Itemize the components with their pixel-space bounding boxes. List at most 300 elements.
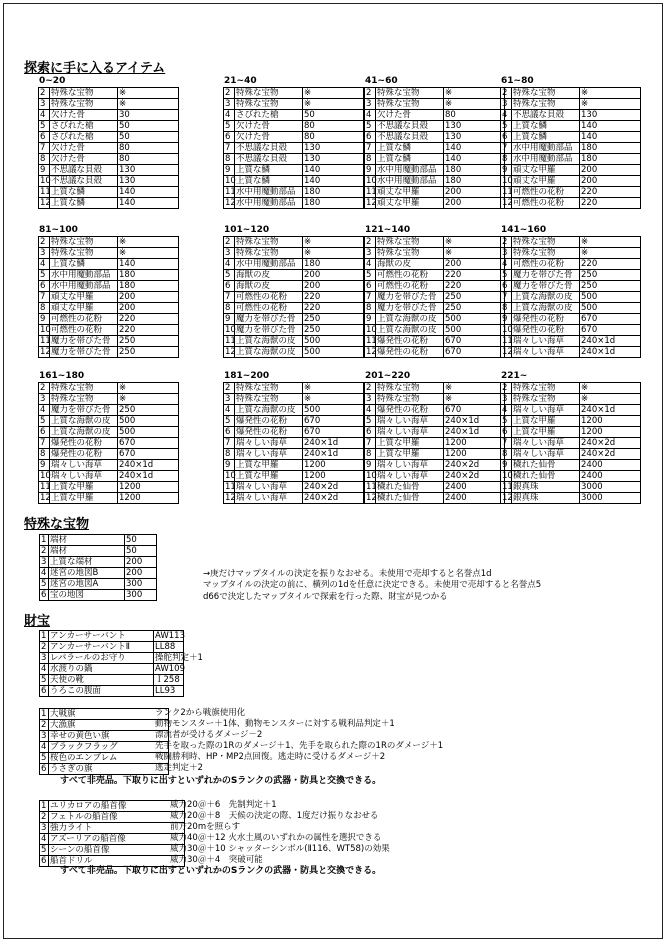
price-cell: 240×2d [580, 438, 641, 449]
table-row [365, 449, 505, 460]
special-note-2: マップタイルの決定の前に、横列の1dを任意に決定できる。未使用で売却すると名誉点5 [203, 580, 542, 590]
price-cell: 2400 [580, 460, 641, 471]
table-row [365, 460, 505, 471]
roll-cell: 6 [365, 132, 376, 143]
table-row [365, 347, 505, 358]
roll-cell: 11 [225, 481, 236, 492]
item-cell: 水中用魔動部品 [235, 259, 303, 270]
roll-cell: 6 [501, 427, 512, 438]
price-cell: 220 [303, 292, 364, 303]
price-cell: 670 [118, 449, 179, 460]
price-cell: 500 [580, 303, 641, 314]
price-cell: 140 [580, 132, 641, 143]
price-cell: 200 [118, 292, 179, 303]
price-cell: 220 [580, 198, 641, 209]
roll-cell: 7 [224, 438, 235, 449]
price-cell: 3000 [580, 493, 641, 504]
roll-cell: 2 [40, 546, 49, 557]
roll-cell: 2 [224, 383, 235, 394]
roll-cell: 3 [365, 394, 376, 405]
item-cell: 宝の地図 [49, 590, 125, 601]
item-cell: さびれた槍 [235, 110, 303, 121]
value-cell: 200 [125, 568, 157, 579]
item-cell: 瑞々しい海草 [512, 347, 580, 358]
table-row [365, 88, 505, 99]
item-cell: 上質な鱗 [512, 132, 580, 143]
table-row [501, 336, 641, 347]
item-cell: 水渡りの鍋 [49, 664, 154, 675]
table-row [365, 292, 505, 303]
price-cell: 140 [444, 154, 505, 165]
table-row [224, 143, 364, 154]
table-row [40, 856, 185, 867]
price-cell: ※ [444, 383, 505, 394]
item-cell: 特殊な宝物 [50, 99, 118, 110]
roll-cell: 4 [224, 259, 235, 270]
table-row [39, 165, 179, 176]
price-cell: 3000 [580, 482, 641, 493]
roll-cell: 3 [365, 248, 376, 259]
section-title-exploration: 探索に手に入るアイテム [24, 61, 166, 76]
item-cell: 瑞々しい海草 [235, 438, 303, 449]
roll-cell: 7 [365, 292, 376, 303]
table-row [39, 281, 179, 292]
table-row [501, 394, 641, 405]
item-cell: 魔力を帯びた骨 [512, 270, 580, 281]
roll-cell: 8 [501, 154, 512, 165]
roll-cell: 12 [502, 197, 513, 208]
table-row [224, 482, 364, 493]
item-cell: 魔力を帯びた骨 [376, 303, 444, 314]
roll-cell: 3 [39, 394, 50, 405]
range-label: 101~120 [224, 225, 270, 235]
roll-cell: 7 [501, 438, 512, 449]
roll-cell: 11 [366, 335, 377, 346]
item-cell: 上質な海獣の皮 [376, 314, 444, 325]
roll-cell: 9 [224, 460, 235, 471]
table-row [224, 493, 364, 504]
item-cell: ユリカロアの船首像 [49, 801, 185, 812]
item-cell: 欠けた骨 [235, 121, 303, 132]
item-cell: 上質な鱗 [50, 259, 118, 270]
item-cell: アズーリアの船首像 [49, 834, 185, 845]
item-cell: 上質な海獣の皮 [235, 336, 303, 347]
table-row [224, 292, 364, 303]
item-cell: うろこの腹面 [49, 686, 154, 697]
roll-cell: 2 [501, 383, 512, 394]
roll-cell: 12 [40, 492, 51, 503]
roll-cell: 6 [501, 281, 512, 292]
item-cell: 特殊な宝物 [50, 248, 118, 259]
roll-cell: 1 [40, 801, 49, 812]
table-row [39, 449, 179, 460]
table-row [39, 427, 179, 438]
item-cell: 可燃性の花粉 [512, 198, 580, 209]
price-cell: 240×1d [580, 405, 641, 416]
table-row [224, 198, 364, 209]
item-cell: 欠けた骨 [50, 143, 118, 154]
price-cell: 180 [444, 176, 505, 187]
table-row [501, 237, 641, 248]
roll-cell: 5 [224, 270, 235, 281]
price-cell: 180 [303, 259, 364, 270]
table-row [40, 764, 169, 775]
table-row [501, 303, 641, 314]
item-cell: 上質な甲羅 [512, 416, 580, 427]
price-cell: ※ [580, 394, 641, 405]
roll-cell: 9 [501, 165, 512, 176]
item-cell: 水中用魔動部品 [512, 154, 580, 165]
item-cell: 爆発性の花粉 [376, 336, 444, 347]
price-cell: 180 [303, 198, 364, 209]
item-cell: 上質な鱗 [235, 165, 303, 176]
roll-cell: 10 [40, 324, 51, 335]
item-cell: 瑞々しい海草 [512, 336, 580, 347]
table-row [365, 394, 505, 405]
price-cell: 2400 [580, 471, 641, 482]
table-row [501, 471, 641, 482]
price-cell: 140 [580, 121, 641, 132]
price-cell: 240×1d [303, 449, 364, 460]
roll-cell: 10 [502, 470, 513, 481]
price-cell: 500 [118, 427, 179, 438]
table-row [365, 110, 505, 121]
roll-cell: 6 [39, 132, 50, 143]
roll-cell: 3 [40, 557, 49, 568]
price-cell: 1200 [580, 416, 641, 427]
exploration-table [38, 382, 179, 504]
item-cell: 特殊な宝物 [50, 237, 118, 248]
section-title-special: 特殊な宝物 [24, 517, 90, 532]
table-row [224, 449, 364, 460]
item-cell: 可燃性の花粉 [235, 292, 303, 303]
price-cell: 670 [303, 416, 364, 427]
table-row [40, 720, 169, 731]
item-cell: 特殊な宝物 [235, 99, 303, 110]
roll-cell: 12 [40, 346, 51, 357]
price-cell: ※ [118, 88, 179, 99]
roll-cell: 11 [366, 481, 377, 492]
table-row [40, 686, 184, 697]
table-row [365, 336, 505, 347]
table-row [39, 482, 179, 493]
roll-cell: 3 [224, 394, 235, 405]
item-cell: 瑞々しい海草 [235, 449, 303, 460]
effect-text: 威力40＠＋12 火水土風のいずれかの属性を選択できる [170, 833, 382, 843]
roll-cell: 6 [39, 427, 50, 438]
price-cell: 130 [118, 176, 179, 187]
range-label: 141~160 [501, 225, 547, 235]
table-row [365, 427, 505, 438]
table-row [39, 303, 179, 314]
price-cell: 670 [444, 336, 505, 347]
roll-cell: 9 [501, 314, 512, 325]
table-row [39, 198, 179, 209]
item-cell: 上質な鱗 [50, 187, 118, 198]
roll-cell: 3 [40, 731, 49, 742]
price-cell: 80 [118, 143, 179, 154]
table-row [39, 237, 179, 248]
price-cell: 130 [303, 154, 364, 165]
item-cell: さびれた槍 [50, 121, 118, 132]
table-row [40, 753, 169, 764]
item-cell: 上質な鱗 [376, 143, 444, 154]
table-row [224, 187, 364, 198]
price-cell: 200 [580, 165, 641, 176]
table-row [501, 110, 641, 121]
roll-cell: 10 [225, 175, 236, 186]
roll-cell: 4 [365, 259, 376, 270]
price-cell: 500 [444, 314, 505, 325]
price-cell: 80 [303, 132, 364, 143]
item-cell: 水中用魔動部品 [512, 143, 580, 154]
roll-cell: 12 [366, 492, 377, 503]
exploration-table [364, 236, 505, 358]
roll-cell: 12 [225, 346, 236, 357]
roll-cell: 5 [501, 416, 512, 427]
price-cell: 140 [118, 198, 179, 209]
price-cell: 30 [118, 110, 179, 121]
item-cell: 瑞々しい海草 [376, 471, 444, 482]
special-note-3: d66で決定したマップタイルで探索を行った際、財宝が見つかる [203, 592, 448, 602]
item-cell: 穢れた仙骨 [376, 482, 444, 493]
roll-cell: 5 [40, 675, 49, 686]
item-cell: 特殊な宝物 [50, 394, 118, 405]
roll-cell: 6 [40, 590, 49, 601]
table-row [40, 812, 185, 823]
item-cell: 迷宮の地図B [49, 568, 125, 579]
item-cell: 可燃性の花粉 [512, 187, 580, 198]
item-cell: 水中用魔動部品 [235, 198, 303, 209]
price-cell: 670 [444, 347, 505, 358]
effect-text: 威力30＠＋4 突破可能 [170, 855, 263, 865]
price-cell: ※ [118, 237, 179, 248]
roll-cell: 6 [39, 281, 50, 292]
table-row [39, 121, 179, 132]
table-row [224, 99, 364, 110]
treasure-table-3 [39, 800, 185, 867]
table-row [39, 394, 179, 405]
price-cell: 180 [303, 187, 364, 198]
table-row [39, 187, 179, 198]
price-cell: ※ [303, 394, 364, 405]
item-cell: 特殊な宝物 [376, 383, 444, 394]
price-cell: 240×2d [303, 482, 364, 493]
range-label: 61~80 [501, 76, 534, 86]
roll-cell: 7 [501, 143, 512, 154]
roll-cell: 10 [40, 175, 51, 186]
item-cell: 特殊な宝物 [376, 248, 444, 259]
price-cell: 140 [118, 187, 179, 198]
exploration-table [223, 236, 364, 358]
item-cell: 魔力を帯びた骨 [50, 405, 118, 416]
item-cell: 上質な甲羅 [50, 482, 118, 493]
item-cell: 端材 [49, 546, 125, 557]
item-cell: 水中用魔動部品 [50, 270, 118, 281]
table-row [365, 143, 505, 154]
roll-cell: 6 [365, 281, 376, 292]
table-row [365, 416, 505, 427]
table-row [39, 493, 179, 504]
price-cell: 50 [118, 121, 179, 132]
roll-cell: 9 [365, 165, 376, 176]
price-cell: 500 [580, 292, 641, 303]
price-cell: 240×2d [303, 493, 364, 504]
exploration-table [364, 87, 505, 209]
price-cell: ※ [118, 248, 179, 259]
item-cell: 爆発性の花粉 [235, 416, 303, 427]
item-cell: 特殊な宝物 [512, 88, 580, 99]
roll-cell: 6 [501, 132, 512, 143]
roll-cell: 8 [224, 449, 235, 460]
item-cell: 可燃性の花粉 [376, 270, 444, 281]
table-row [224, 405, 364, 416]
price-cell: 200 [444, 187, 505, 198]
item-cell: 頑丈な甲羅 [50, 292, 118, 303]
item-cell: 不思議な貝殻 [376, 132, 444, 143]
price-cell: 250 [444, 303, 505, 314]
price-cell: 250 [580, 270, 641, 281]
roll-cell: 3 [40, 653, 49, 664]
roll-cell: 3 [224, 248, 235, 259]
price-cell: 670 [118, 438, 179, 449]
table-row [365, 165, 505, 176]
roll-cell: 4 [224, 110, 235, 121]
item-cell: 不思議な貝殻 [512, 110, 580, 121]
roll-cell: 7 [365, 438, 376, 449]
price-cell: 250 [303, 314, 364, 325]
item-cell: 大漁旗 [49, 720, 169, 731]
effect-text: 逃走判定＋2 [155, 763, 203, 773]
item-cell: 魔力を帯びた骨 [50, 336, 118, 347]
table-row [501, 314, 641, 325]
table-row [224, 303, 364, 314]
item-cell: 瑞々しい海草 [376, 460, 444, 471]
table-row [501, 154, 641, 165]
table-row [40, 579, 157, 590]
table-row [39, 416, 179, 427]
roll-cell: 9 [365, 460, 376, 471]
table-row [501, 259, 641, 270]
table-row [501, 99, 641, 110]
table-row [40, 557, 157, 568]
item-cell: 爆発性の花粉 [512, 314, 580, 325]
item-cell: 特殊な宝物 [512, 237, 580, 248]
table-row [224, 176, 364, 187]
roll-cell: 6 [224, 281, 235, 292]
roll-cell: 11 [366, 186, 377, 197]
item-cell: 上質な甲羅 [376, 438, 444, 449]
treasure-table-2 [39, 708, 169, 775]
price-cell: ※ [303, 237, 364, 248]
table-row [224, 438, 364, 449]
item-cell: 瑞々しい海草 [512, 449, 580, 460]
table-row [224, 270, 364, 281]
price-cell: 80 [444, 110, 505, 121]
roll-cell: 5 [365, 121, 376, 132]
price-cell: 200 [118, 303, 179, 314]
value-cell: 200 [125, 557, 157, 568]
table-row [365, 438, 505, 449]
price-cell: ※ [444, 237, 505, 248]
table-row [365, 270, 505, 281]
treasure-note-1: すべて非売品。下取りに出すといずれかのSランクの武器・防具と交換できる。 [60, 776, 382, 786]
item-cell: 欠けた骨 [376, 110, 444, 121]
item-cell: 上質な海獣の皮 [512, 303, 580, 314]
price-cell: 670 [303, 427, 364, 438]
roll-cell: 10 [366, 470, 377, 481]
item-cell: 可燃性の花粉 [376, 281, 444, 292]
item-cell: 不思議な貝殻 [235, 143, 303, 154]
price-cell: 200 [444, 198, 505, 209]
item-cell: フェトルの船首像 [49, 812, 185, 823]
range-label: 221~ [501, 371, 528, 381]
table-row [501, 132, 641, 143]
item-cell: 特殊な宝物 [235, 248, 303, 259]
item-cell: 特殊な宝物 [50, 383, 118, 394]
effect-text: 威力30＠＋10 シャッターシンボル(Ⅱ116、WT58)の効果 [170, 844, 390, 854]
roll-cell: 1 [40, 535, 49, 546]
roll-cell: 8 [224, 303, 235, 314]
item-cell: 水中用魔動部品 [235, 187, 303, 198]
roll-cell: 2 [501, 237, 512, 248]
effect-text: 威力20＠＋6 先制判定＋1 [170, 800, 277, 810]
price-cell: 250 [580, 281, 641, 292]
roll-cell: 4 [39, 259, 50, 270]
table-row [365, 471, 505, 482]
roll-cell: 10 [366, 324, 377, 335]
item-cell: 特殊な宝物 [512, 383, 580, 394]
roll-cell: 5 [39, 121, 50, 132]
table-row [501, 248, 641, 259]
item-cell: 特殊な宝物 [512, 248, 580, 259]
price-cell: ※ [444, 248, 505, 259]
table-row [40, 590, 157, 601]
price-cell: 240×1d [444, 416, 505, 427]
price-cell: 130 [118, 165, 179, 176]
effect-text: 威力20＠＋8 天候の決定の際、1度だけ振りなおせる [170, 811, 379, 821]
roll-cell: 8 [224, 154, 235, 165]
table-row [39, 325, 179, 336]
price-cell: ※ [580, 383, 641, 394]
table-row [501, 165, 641, 176]
effect-text: 先手を取った際の1Rのダメージ＋1、先手を取られた際の1Rのダメージ＋1 [155, 741, 444, 751]
item-cell: 瑞々しい海草 [376, 416, 444, 427]
table-row [224, 281, 364, 292]
table-row [39, 405, 179, 416]
item-cell: 銀真珠 [512, 493, 580, 504]
roll-cell: 8 [501, 303, 512, 314]
exploration-table [38, 87, 179, 209]
item-cell: 桜色のエンブレム [49, 753, 169, 764]
table-row [224, 314, 364, 325]
price-cell: ※ [580, 99, 641, 110]
exploration-table [500, 382, 641, 504]
price-cell: 130 [303, 143, 364, 154]
price-cell: 200 [444, 259, 505, 270]
item-cell: 船首ドリル [49, 856, 185, 867]
table-row [224, 347, 364, 358]
table-row [40, 664, 184, 675]
item-cell: 魔力を帯びた骨 [512, 281, 580, 292]
table-row [40, 568, 157, 579]
price-cell: 2400 [444, 482, 505, 493]
roll-cell: 9 [39, 460, 50, 471]
table-row [501, 88, 641, 99]
roll-cell: 12 [502, 346, 513, 357]
price-cell: 240×1d [118, 460, 179, 471]
range-label: 181~200 [224, 371, 270, 381]
